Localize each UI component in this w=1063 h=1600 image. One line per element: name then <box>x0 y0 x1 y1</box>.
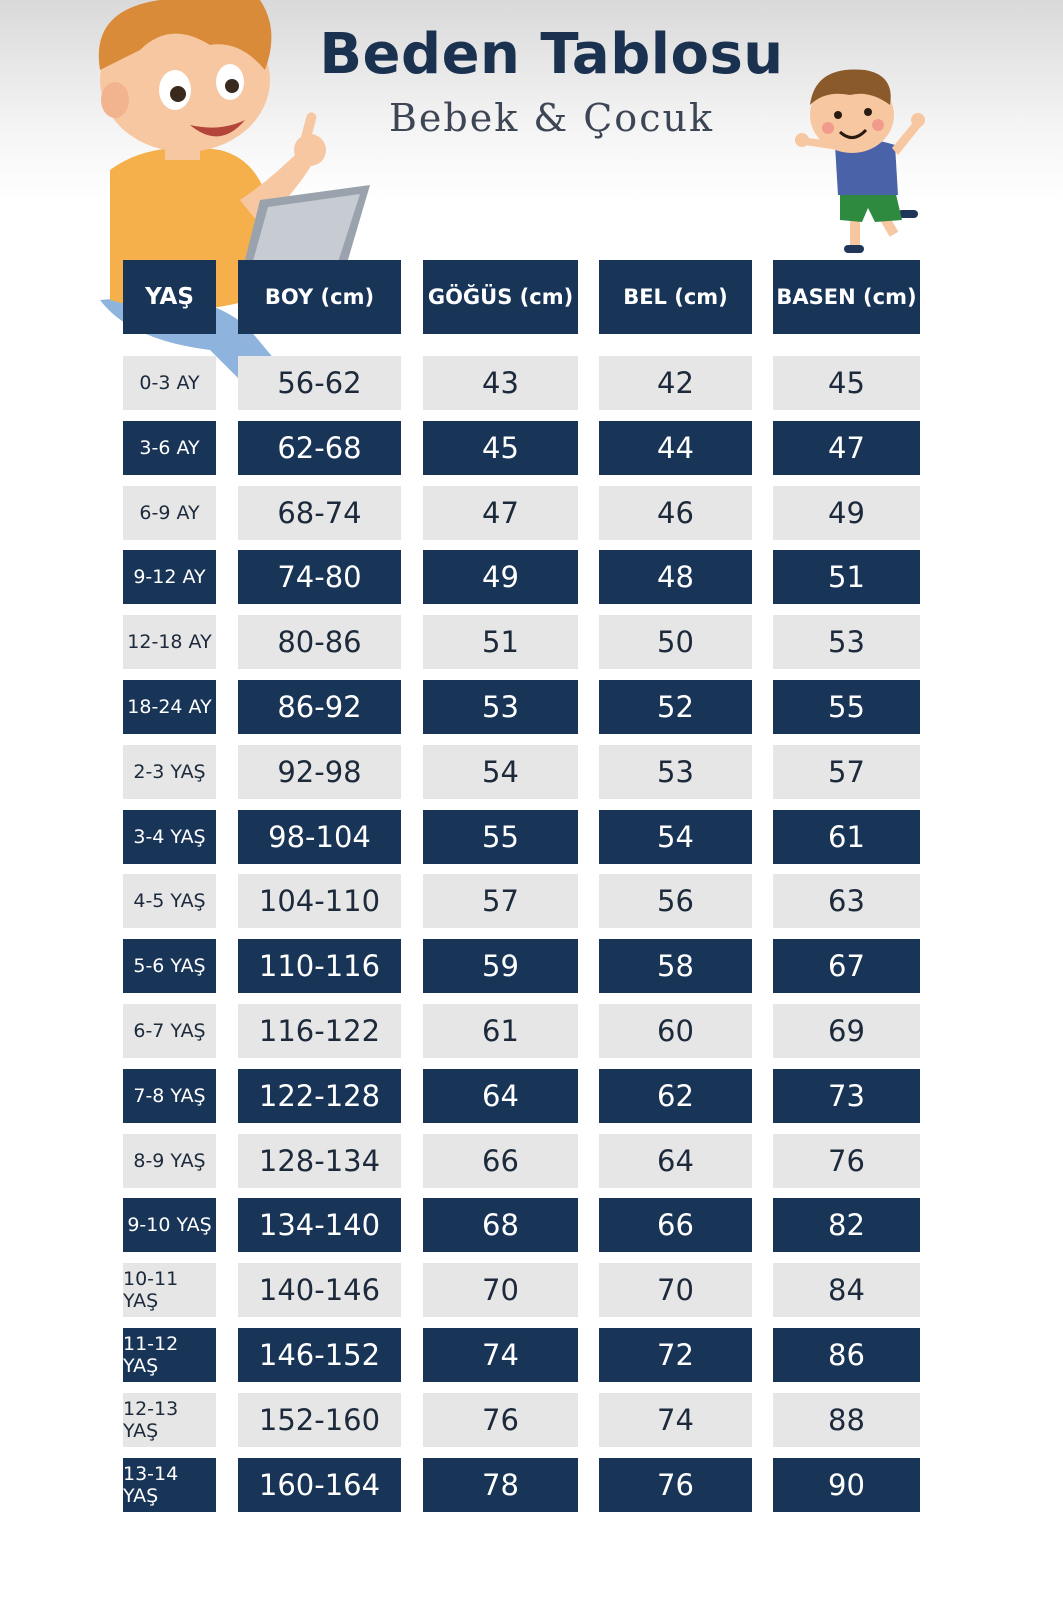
table-cell-hip: 63 <box>773 874 920 928</box>
table-cell-age: 13-14 YAŞ <box>123 1458 216 1512</box>
table-cell-height: 128-134 <box>238 1134 401 1188</box>
table-cell-chest: 54 <box>423 745 578 799</box>
table-cell-hip: 76 <box>773 1134 920 1188</box>
header-chest: GÖĞÜS (cm) <box>423 260 578 334</box>
table-cell-hip: 69 <box>773 1004 920 1058</box>
table-cell-chest: 61 <box>423 1004 578 1058</box>
table-cell-height: 92-98 <box>238 745 401 799</box>
table-cell-age: 11-12 YAŞ <box>123 1328 216 1382</box>
table-cell-height: 80-86 <box>238 615 401 669</box>
table-cell-chest: 59 <box>423 939 578 993</box>
table-cell-chest: 64 <box>423 1069 578 1123</box>
table-cell-age: 4-5 YAŞ <box>123 874 216 928</box>
table-cell-height: 62-68 <box>238 421 401 475</box>
table-cell-chest: 78 <box>423 1458 578 1512</box>
table-cell-hip: 67 <box>773 939 920 993</box>
table-cell-height: 56-62 <box>238 356 401 410</box>
table-cell-waist: 64 <box>599 1134 752 1188</box>
table-cell-hip: 45 <box>773 356 920 410</box>
table-cell-height: 140-146 <box>238 1263 401 1317</box>
table-cell-age: 8-9 YAŞ <box>123 1134 216 1188</box>
table-cell-height: 134-140 <box>238 1198 401 1252</box>
table-cell-height: 98-104 <box>238 810 401 864</box>
table-cell-height: 122-128 <box>238 1069 401 1123</box>
table-cell-age: 3-6 AY <box>123 421 216 475</box>
table-cell-chest: 55 <box>423 810 578 864</box>
table-cell-hip: 86 <box>773 1328 920 1382</box>
table-cell-waist: 74 <box>599 1393 752 1447</box>
table-cell-height: 146-152 <box>238 1328 401 1382</box>
table-cell-waist: 70 <box>599 1263 752 1317</box>
table-cell-age: 2-3 YAŞ <box>123 745 216 799</box>
table-cell-chest: 70 <box>423 1263 578 1317</box>
table-cell-age: 3-4 YAŞ <box>123 810 216 864</box>
table-cell-chest: 68 <box>423 1198 578 1252</box>
table-cell-age: 7-8 YAŞ <box>123 1069 216 1123</box>
table-cell-age: 12-13 YAŞ <box>123 1393 216 1447</box>
table-cell-hip: 61 <box>773 810 920 864</box>
table-cell-hip: 82 <box>773 1198 920 1252</box>
table-cell-chest: 74 <box>423 1328 578 1382</box>
table-cell-waist: 42 <box>599 356 752 410</box>
table-cell-hip: 84 <box>773 1263 920 1317</box>
table-cell-height: 68-74 <box>238 486 401 540</box>
table-cell-chest: 45 <box>423 421 578 475</box>
table-cell-chest: 47 <box>423 486 578 540</box>
table-cell-waist: 60 <box>599 1004 752 1058</box>
table-cell-age: 6-7 YAŞ <box>123 1004 216 1058</box>
table-cell-hip: 73 <box>773 1069 920 1123</box>
table-cell-chest: 43 <box>423 356 578 410</box>
table-cell-waist: 54 <box>599 810 752 864</box>
table-cell-height: 160-164 <box>238 1458 401 1512</box>
table-cell-age: 10-11 YAŞ <box>123 1263 216 1317</box>
table-cell-hip: 57 <box>773 745 920 799</box>
table-cell-waist: 72 <box>599 1328 752 1382</box>
table-cell-hip: 51 <box>773 550 920 604</box>
table-cell-age: 9-12 AY <box>123 550 216 604</box>
waving-boy-illustration <box>780 60 940 260</box>
table-cell-waist: 46 <box>599 486 752 540</box>
table-cell-age: 6-9 AY <box>123 486 216 540</box>
table-cell-age: 9-10 YAŞ <box>123 1198 216 1252</box>
header-waist: BEL (cm) <box>599 260 752 334</box>
table-cell-waist: 44 <box>599 421 752 475</box>
table-cell-chest: 76 <box>423 1393 578 1447</box>
table-cell-height: 152-160 <box>238 1393 401 1447</box>
table-cell-waist: 50 <box>599 615 752 669</box>
table-cell-chest: 66 <box>423 1134 578 1188</box>
table-cell-hip: 53 <box>773 615 920 669</box>
table-cell-age: 12-18 AY <box>123 615 216 669</box>
table-cell-hip: 47 <box>773 421 920 475</box>
table-cell-age: 5-6 YAŞ <box>123 939 216 993</box>
header-height: BOY (cm) <box>238 260 401 334</box>
table-cell-chest: 49 <box>423 550 578 604</box>
table-cell-hip: 55 <box>773 680 920 734</box>
table-cell-hip: 90 <box>773 1458 920 1512</box>
table-cell-waist: 56 <box>599 874 752 928</box>
table-cell-waist: 53 <box>599 745 752 799</box>
table-cell-height: 110-116 <box>238 939 401 993</box>
table-cell-height: 86-92 <box>238 680 401 734</box>
table-cell-chest: 57 <box>423 874 578 928</box>
table-cell-waist: 58 <box>599 939 752 993</box>
table-cell-waist: 52 <box>599 680 752 734</box>
table-cell-chest: 53 <box>423 680 578 734</box>
header-hip: BASEN (cm) <box>773 260 920 334</box>
table-cell-height: 116-122 <box>238 1004 401 1058</box>
table-cell-waist: 66 <box>599 1198 752 1252</box>
table-cell-hip: 88 <box>773 1393 920 1447</box>
page-title: Beden Tablosu <box>319 22 784 87</box>
table-cell-age: 0-3 AY <box>123 356 216 410</box>
page-subtitle: Bebek & Çocuk <box>389 96 714 140</box>
table-cell-age: 18-24 AY <box>123 680 216 734</box>
table-cell-waist: 62 <box>599 1069 752 1123</box>
table-cell-chest: 51 <box>423 615 578 669</box>
table-cell-hip: 49 <box>773 486 920 540</box>
table-cell-waist: 76 <box>599 1458 752 1512</box>
table-cell-waist: 48 <box>599 550 752 604</box>
header-age: YAŞ <box>123 260 216 334</box>
table-cell-height: 74-80 <box>238 550 401 604</box>
table-cell-height: 104-110 <box>238 874 401 928</box>
